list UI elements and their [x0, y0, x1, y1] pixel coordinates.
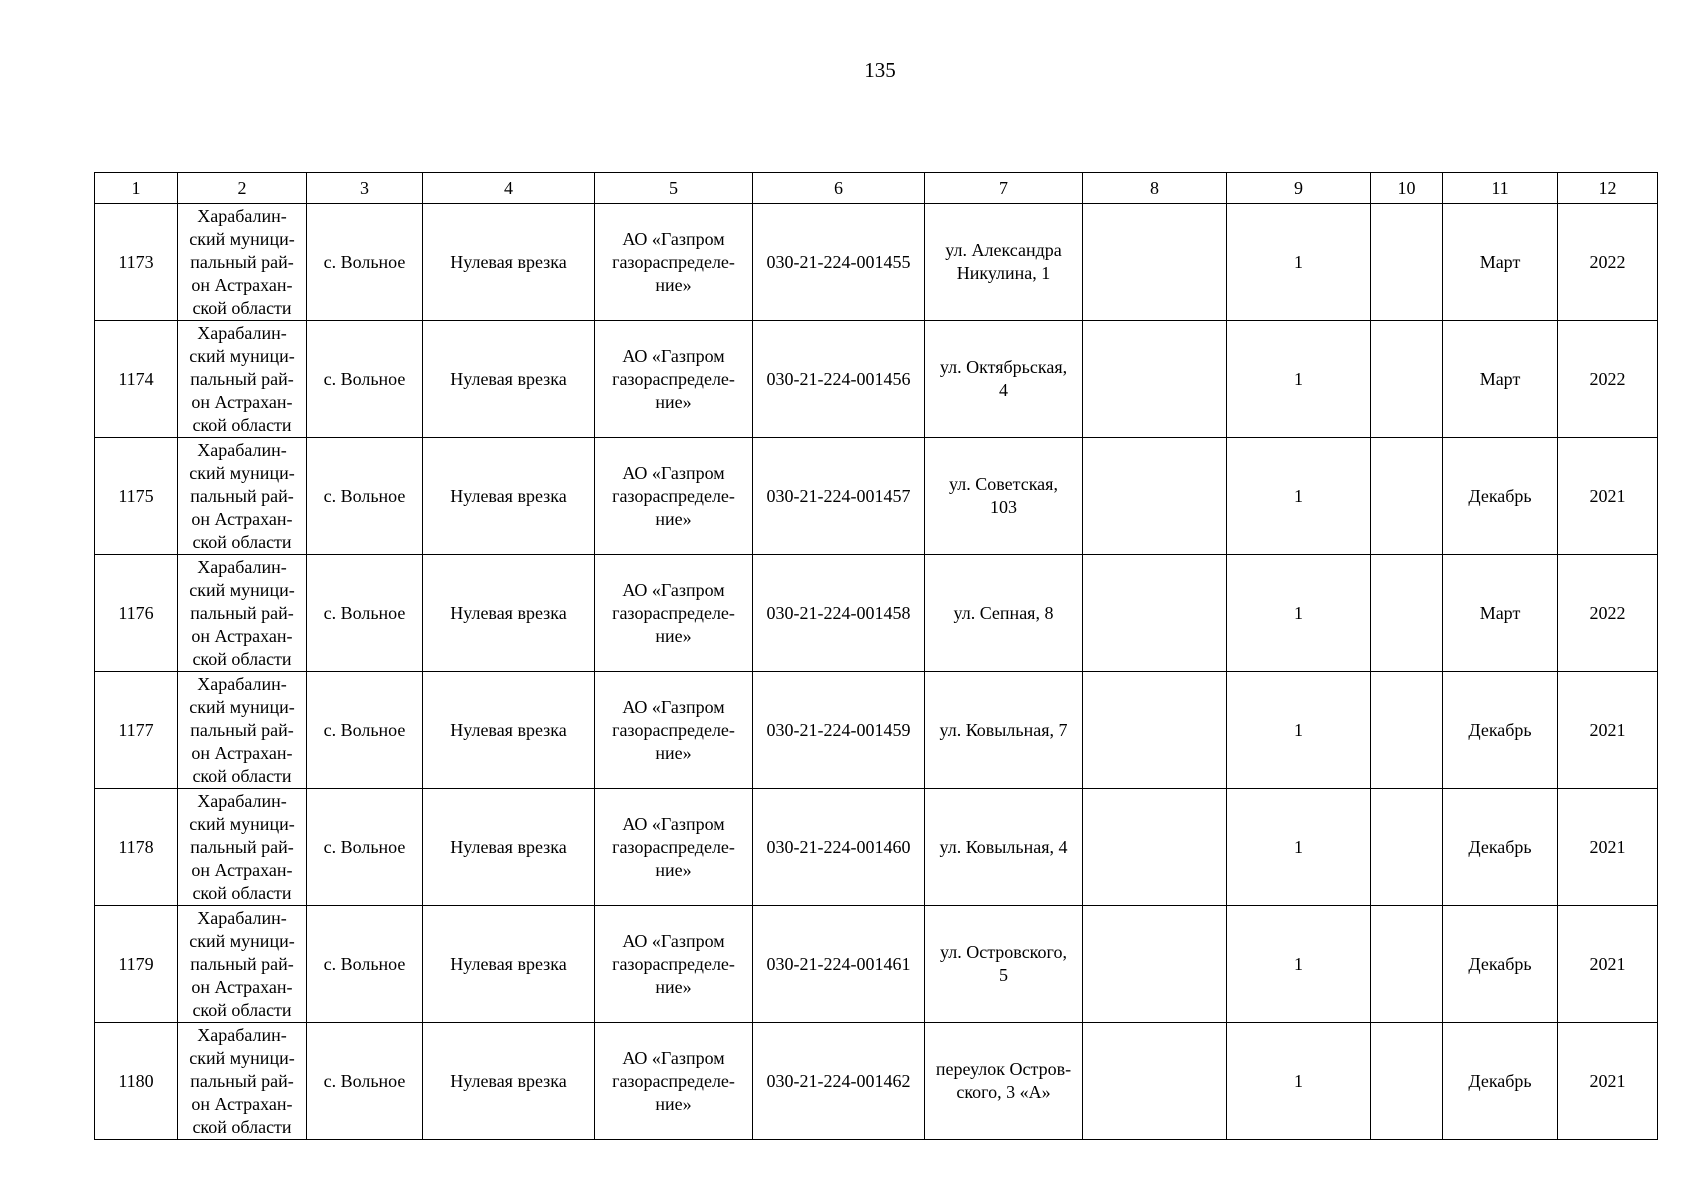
column-10-cell	[1371, 906, 1443, 1023]
organization-cell: АО «Газпром газораспределе- ние»	[595, 321, 753, 438]
column-8-cell	[1083, 321, 1227, 438]
connection-type-cell: Нулевая врезка	[423, 672, 595, 789]
page-number: 135	[864, 58, 896, 82]
district-cell: Харабалин- ский муници- пальный рай- он Астрахан- ской области	[178, 789, 307, 906]
header-cell: 10	[1371, 173, 1443, 204]
connection-type-cell: Нулевая врезка	[423, 906, 595, 1023]
month-cell: Март	[1443, 204, 1558, 321]
code-cell: 030-21-224-001456	[753, 321, 925, 438]
quantity-cell: 1	[1227, 672, 1371, 789]
column-10-cell	[1371, 204, 1443, 321]
settlement-cell: с. Вольное	[307, 204, 423, 321]
settlement-cell: с. Вольное	[307, 438, 423, 555]
column-10-cell	[1371, 438, 1443, 555]
registry-table	[94, 172, 1658, 1140]
code-cell: 030-21-224-001459	[753, 672, 925, 789]
header-cell: 5	[595, 173, 753, 204]
district-cell: Харабалин- ский муници- пальный рай- он Астрахан- ской области	[178, 438, 307, 555]
month-cell: Декабрь	[1443, 789, 1558, 906]
settlement-cell: с. Вольное	[307, 555, 423, 672]
address-cell: ул. Островского, 5	[925, 906, 1083, 1023]
header-cell: 8	[1083, 173, 1227, 204]
address-cell: ул. Сепная, 8	[925, 555, 1083, 672]
settlement-cell: с. Вольное	[307, 789, 423, 906]
table-header-row	[95, 173, 1658, 204]
column-8-cell	[1083, 555, 1227, 672]
row-number-cell: 1178	[95, 789, 178, 906]
district-cell: Харабалин- ский муници- пальный рай- он Астрахан- ской области	[178, 1023, 307, 1140]
column-8-cell	[1083, 789, 1227, 906]
column-8-cell	[1083, 1023, 1227, 1140]
column-10-cell	[1371, 789, 1443, 906]
quantity-cell: 1	[1227, 906, 1371, 1023]
header-cell: 1	[95, 173, 178, 204]
month-cell: Март	[1443, 555, 1558, 672]
year-cell: 2022	[1558, 204, 1658, 321]
header-cell: 3	[307, 173, 423, 204]
settlement-cell: с. Вольное	[307, 321, 423, 438]
month-cell: Декабрь	[1443, 1023, 1558, 1140]
column-10-cell	[1371, 555, 1443, 672]
column-8-cell	[1083, 438, 1227, 555]
code-cell: 030-21-224-001461	[753, 906, 925, 1023]
table-row	[95, 1023, 1658, 1140]
organization-cell: АО «Газпром газораспределе- ние»	[595, 672, 753, 789]
organization-cell: АО «Газпром газораспределе- ние»	[595, 204, 753, 321]
table-row	[95, 672, 1658, 789]
year-cell: 2022	[1558, 321, 1658, 438]
year-cell: 2021	[1558, 438, 1658, 555]
row-number-cell: 1173	[95, 204, 178, 321]
settlement-cell: с. Вольное	[307, 1023, 423, 1140]
address-cell: ул. Ковыльная, 4	[925, 789, 1083, 906]
district-cell: Харабалин- ский муници- пальный рай- он Астрахан- ской области	[178, 906, 307, 1023]
quantity-cell: 1	[1227, 204, 1371, 321]
code-cell: 030-21-224-001457	[753, 438, 925, 555]
year-cell: 2021	[1558, 672, 1658, 789]
month-cell: Декабрь	[1443, 906, 1558, 1023]
row-number-cell: 1177	[95, 672, 178, 789]
organization-cell: АО «Газпром газораспределе- ние»	[595, 1023, 753, 1140]
address-cell: ул. Советская, 103	[925, 438, 1083, 555]
year-cell: 2022	[1558, 555, 1658, 672]
header-cell: 6	[753, 173, 925, 204]
column-10-cell	[1371, 321, 1443, 438]
code-cell: 030-21-224-001460	[753, 789, 925, 906]
table-row	[95, 789, 1658, 906]
column-10-cell	[1371, 672, 1443, 789]
column-10-cell	[1371, 1023, 1443, 1140]
address-cell: ул. Октябрьская, 4	[925, 321, 1083, 438]
year-cell: 2021	[1558, 1023, 1658, 1140]
organization-cell: АО «Газпром газораспределе- ние»	[595, 906, 753, 1023]
connection-type-cell: Нулевая врезка	[423, 789, 595, 906]
connection-type-cell: Нулевая врезка	[423, 555, 595, 672]
connection-type-cell: Нулевая врезка	[423, 1023, 595, 1140]
table-row	[95, 555, 1658, 672]
header-cell: 4	[423, 173, 595, 204]
connection-type-cell: Нулевая врезка	[423, 438, 595, 555]
district-cell: Харабалин- ский муници- пальный рай- он Астрахан- ской области	[178, 321, 307, 438]
column-8-cell	[1083, 672, 1227, 789]
settlement-cell: с. Вольное	[307, 672, 423, 789]
organization-cell: АО «Газпром газораспределе- ние»	[595, 438, 753, 555]
month-cell: Декабрь	[1443, 438, 1558, 555]
quantity-cell: 1	[1227, 555, 1371, 672]
table-row	[95, 204, 1658, 321]
column-8-cell	[1083, 906, 1227, 1023]
quantity-cell: 1	[1227, 321, 1371, 438]
header-cell: 12	[1558, 173, 1658, 204]
code-cell: 030-21-224-001458	[753, 555, 925, 672]
connection-type-cell: Нулевая врезка	[423, 204, 595, 321]
row-number-cell: 1180	[95, 1023, 178, 1140]
row-number-cell: 1174	[95, 321, 178, 438]
column-8-cell	[1083, 204, 1227, 321]
organization-cell: АО «Газпром газораспределе- ние»	[595, 555, 753, 672]
table-body	[95, 173, 1658, 1140]
quantity-cell: 1	[1227, 438, 1371, 555]
row-number-cell: 1175	[95, 438, 178, 555]
organization-cell: АО «Газпром газораспределе- ние»	[595, 789, 753, 906]
code-cell: 030-21-224-001455	[753, 204, 925, 321]
header-cell: 11	[1443, 173, 1558, 204]
district-cell: Харабалин- ский муници- пальный рай- он Астрахан- ской области	[178, 204, 307, 321]
header-cell: 7	[925, 173, 1083, 204]
settlement-cell: с. Вольное	[307, 906, 423, 1023]
row-number-cell: 1176	[95, 555, 178, 672]
header-cell: 9	[1227, 173, 1371, 204]
year-cell: 2021	[1558, 906, 1658, 1023]
quantity-cell: 1	[1227, 789, 1371, 906]
address-cell: переулок Остров- ского, 3 «А»	[925, 1023, 1083, 1140]
district-cell: Харабалин- ский муници- пальный рай- он Астрахан- ской области	[178, 672, 307, 789]
table-row	[95, 906, 1658, 1023]
address-cell: ул. Александра Никулина, 1	[925, 204, 1083, 321]
table-row	[95, 438, 1658, 555]
month-cell: Декабрь	[1443, 672, 1558, 789]
year-cell: 2021	[1558, 789, 1658, 906]
address-cell: ул. Ковыльная, 7	[925, 672, 1083, 789]
connection-type-cell: Нулевая врезка	[423, 321, 595, 438]
table-row	[95, 321, 1658, 438]
quantity-cell: 1	[1227, 1023, 1371, 1140]
code-cell: 030-21-224-001462	[753, 1023, 925, 1140]
row-number-cell: 1179	[95, 906, 178, 1023]
header-cell: 2	[178, 173, 307, 204]
month-cell: Март	[1443, 321, 1558, 438]
district-cell: Харабалин- ский муници- пальный рай- он Астрахан- ской области	[178, 555, 307, 672]
